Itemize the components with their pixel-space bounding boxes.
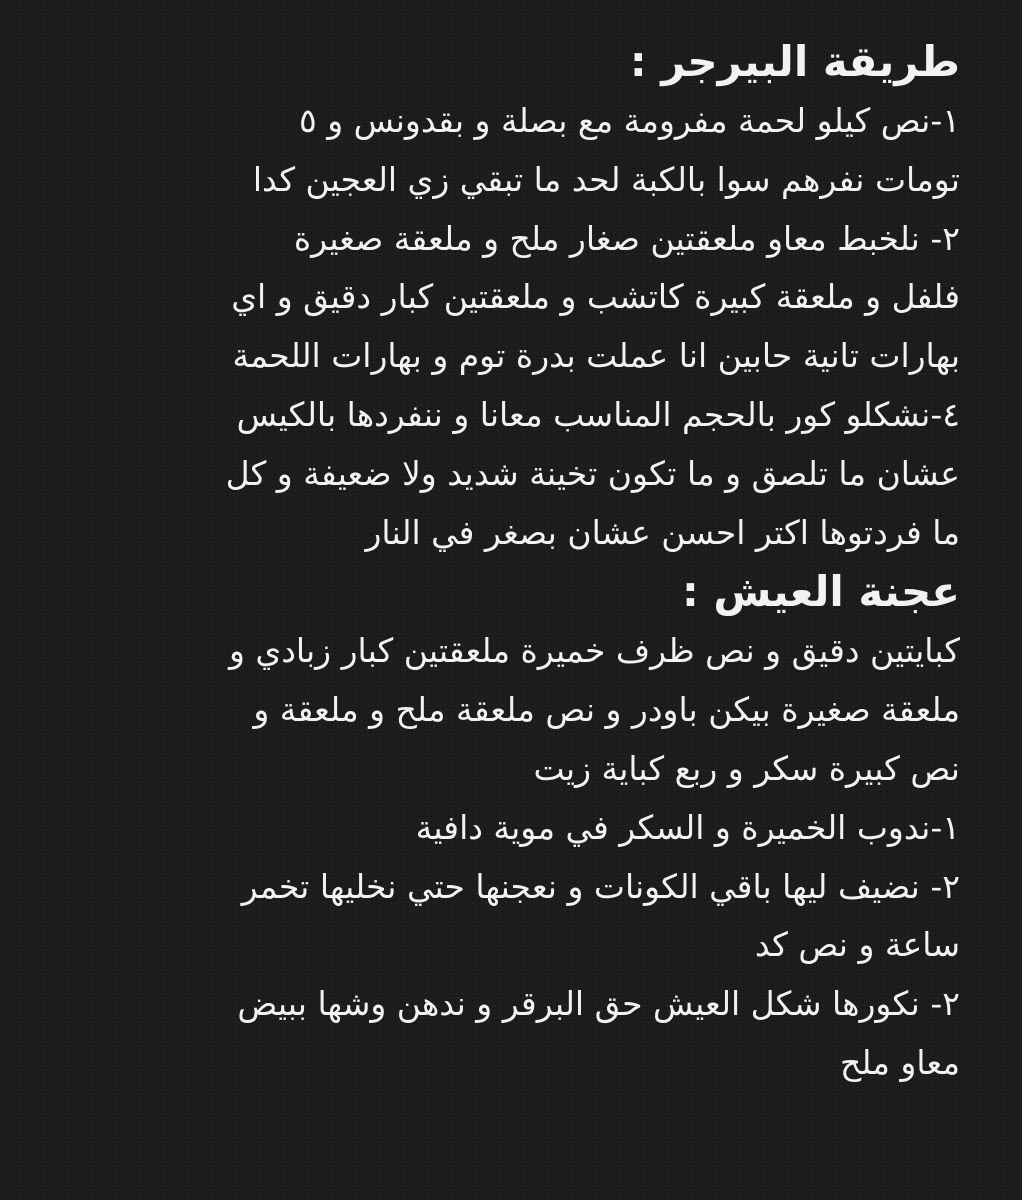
text-line: ما فردتوها اكتر احسن عشان بصغر في النار — [365, 512, 960, 552]
text-line: فلفل و ملعقة كبيرة كاتشب و ملعقتين كبار دقيق و اي — [231, 277, 960, 317]
bread-instructions — [50, 622, 960, 1092]
text-line: نص كبيرة سكر و ربع كباية زيت — [533, 748, 960, 788]
text-line: ٢- نكورها شكل العيش حق البرقر و ندهن وشها ببيض — [237, 984, 960, 1024]
text-line: ساعة و نص كد — [754, 925, 960, 965]
text-line: ملعقة صغيرة بيكن باودر و نص ملعقة ملح و ملعقة و — [253, 690, 960, 730]
bread-section-title: عجنة العيش : — [681, 567, 960, 617]
text-line: ١-ندوب الخميرة و السكر في موية دافية — [415, 807, 960, 847]
recipe-note — [50, 32, 960, 1093]
text-line: معاو ملح — [840, 1042, 960, 1082]
text-line: بهارات تانية حابين انا عملت بدرة توم و بهارات اللحمة — [232, 336, 960, 376]
text-line: ١-نص كيلو لحمة مفرومة مع بصلة و بقدونس و ٥ — [299, 101, 960, 140]
text-line: كبايتين دقيق و نص ظرف خميرة ملعقتين كبار زبادي و — [228, 631, 960, 671]
text-line: ٢- نلخبط معاو ملعقتين صغار ملح و ملعقة صغيرة — [293, 218, 960, 258]
burger-section-title: طريقة البيرجر : — [629, 37, 960, 86]
text-line: ٤-نشكلو كور بالحجم المناسب معانا و ننفردها بالكيس — [236, 394, 960, 434]
burger-instructions — [50, 92, 960, 562]
text-line: ٢- نضيف ليها باقي الكونات و نعجنها حتي نخليها تخمر — [241, 866, 960, 906]
text-line: عشان ما تلصق و ما تكون تخينة شديد ولا ضعيفة و كل — [225, 453, 960, 493]
text-line: تومات نفرهم سوا بالكبة لحد ما تبقي زي العجين كدا — [252, 159, 960, 199]
